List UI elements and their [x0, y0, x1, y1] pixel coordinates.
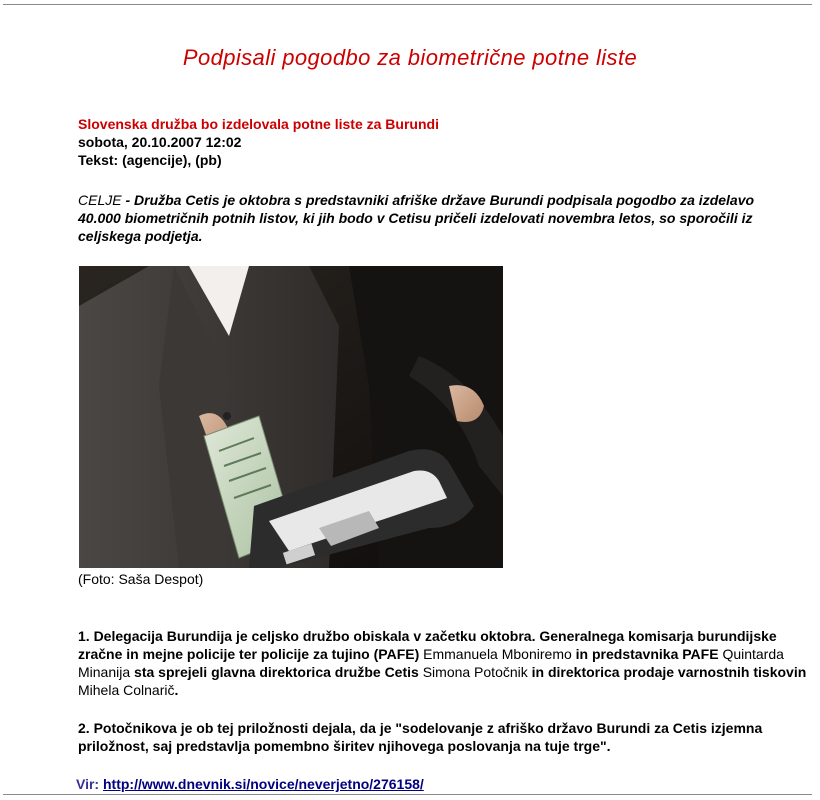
- p1-seg-i: .: [174, 682, 179, 698]
- lead-place: CELJE: [78, 192, 122, 208]
- p1-name-mbonirema: Emmanuela Mboniremo: [423, 646, 572, 662]
- article-photo: [79, 266, 503, 568]
- p1-name-potocnik: Simona Potočnik: [422, 664, 528, 680]
- p1-name-minanija: Quintarda Minanija: [78, 646, 784, 680]
- article-title: Podpisali pogodbo za biometrične potne liste: [182, 45, 638, 70]
- photo-illustration: [79, 266, 503, 568]
- article-subtitle: Slovenska družba bo izdelovala potne liste za Burundi: [78, 116, 439, 132]
- lead-text: - Družba Cetis je oktobra s predstavniki afriške države Burundi podpisala pogodbo za izdelavo 40.000 biometričnih potnih listov, ki jih bodo v Cetisu pričeli izdelovati novembra letos, so sporočili iz celjskega podjetja.: [78, 192, 755, 244]
- top-divider: [3, 4, 812, 5]
- article-date: sobota, 20.10.2007 12:02: [78, 134, 242, 150]
- source-label: Vir:: [76, 776, 100, 792]
- article-author: Tekst: (agencije), (pb): [78, 152, 222, 168]
- paragraph-2: 2. Potočnikova je ob tej priložnosti dejala, da je "sodelovanje z afriško državo Burundi za Cetis izjemna priložnost, saj predstavlja pomembno širitev njihovega poslovanja na tuje trge".: [78, 720, 763, 754]
- photo-caption: (Foto: Saša Despot): [78, 571, 204, 587]
- bottom-divider: [3, 794, 812, 795]
- p1-seg-c: in predstavnika PAFE: [571, 646, 723, 662]
- paragraph-1: [78, 627, 808, 699]
- p1-seg-g: in direktorica prodaje varnostnih tiskovin: [527, 664, 807, 680]
- p1-name-colnaric: Mihela Colnarič: [78, 682, 175, 698]
- article-lead: [78, 191, 798, 245]
- source-line: [76, 776, 424, 792]
- p1-seg-e: sta sprejeli glavna direktorica družbe Cetis: [130, 664, 423, 680]
- p1-seg-a: 1. Delegacija Burundija je celjsko družbo obiskala v začetku oktobra. Generalnega komisarja burundijske zračne in mejne policije ter policije za tujino (PAFE): [78, 628, 777, 662]
- source-link[interactable]: http://www.dnevnik.si/novice/neverjetno/276158/: [102, 776, 424, 792]
